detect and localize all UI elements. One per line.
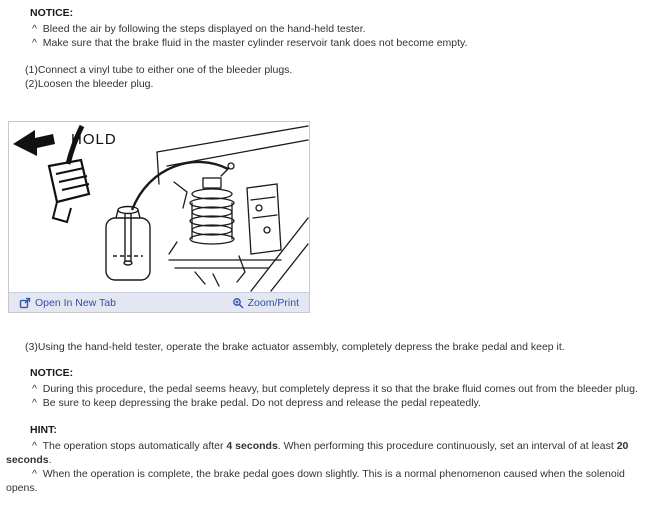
notice-item: ^ During this procedure, the pedal seems heavy, but completely depress it so that the brake fluid comes out from the bleeder plug. (32, 383, 638, 395)
hint-item: ^ When the operation is complete, the brake pedal goes down slightly. This is a normal phenomenon caused when the solenoid opens. (6, 468, 628, 494)
open-in-new-tab-label: Open In New Tab (35, 296, 116, 309)
notice-title: NOTICE: (30, 367, 74, 379)
jar-drawing (106, 207, 150, 281)
text-segment-bold: 20 seconds (6, 440, 632, 466)
notice-title: NOTICE: (30, 7, 74, 19)
hint-title: HINT: (30, 424, 57, 436)
text-segment: . (48, 454, 52, 466)
zoom-print-label: Zoom/Print (247, 296, 299, 309)
zoom-print-link[interactable] (232, 297, 299, 309)
brake-bleeding-illustration (9, 122, 309, 292)
hint-block (6, 423, 642, 495)
text-segment: . When performing this procedure continuously, set an interval of at least (277, 440, 617, 452)
figure-toolbar (9, 292, 309, 312)
notice-item: ^ Be sure to keep depressing the brake pedal. Do not depress and release the pedal repeatedly. (32, 397, 481, 409)
hold-label: HOLD (71, 131, 117, 148)
left-arrow-icon (13, 130, 55, 156)
step-1: (1)Connect a vinyl tube to either one of the bleeder plugs. (25, 64, 293, 76)
procedure-steps (25, 63, 642, 91)
notice-block-2 (6, 366, 642, 410)
open-in-new-tab-link[interactable] (19, 297, 116, 309)
step-2: (2)Loosen the bleeder plug. (25, 78, 154, 90)
notice-block-1 (6, 6, 642, 50)
figure-brake-bleeding (8, 121, 310, 313)
text-segment-bold: 4 seconds (226, 440, 278, 452)
actuator-drawing (157, 126, 308, 291)
figure-image (9, 122, 309, 292)
external-link-icon (19, 297, 31, 309)
text-segment: ^ The operation stops automatically after (32, 440, 227, 452)
hint-item (6, 439, 642, 467)
step-3: (3)Using the hand-held tester, operate the brake actuator assembly, completely depress the brake pedal and keep it. (25, 341, 565, 353)
magnifier-icon (232, 297, 244, 309)
notice-item: ^ Bleed the air by following the steps displayed on the hand-held tester. (32, 23, 366, 35)
notice-item: ^ Make sure that the brake fluid in the master cylinder reservoir tank does not become empty. (32, 37, 468, 49)
